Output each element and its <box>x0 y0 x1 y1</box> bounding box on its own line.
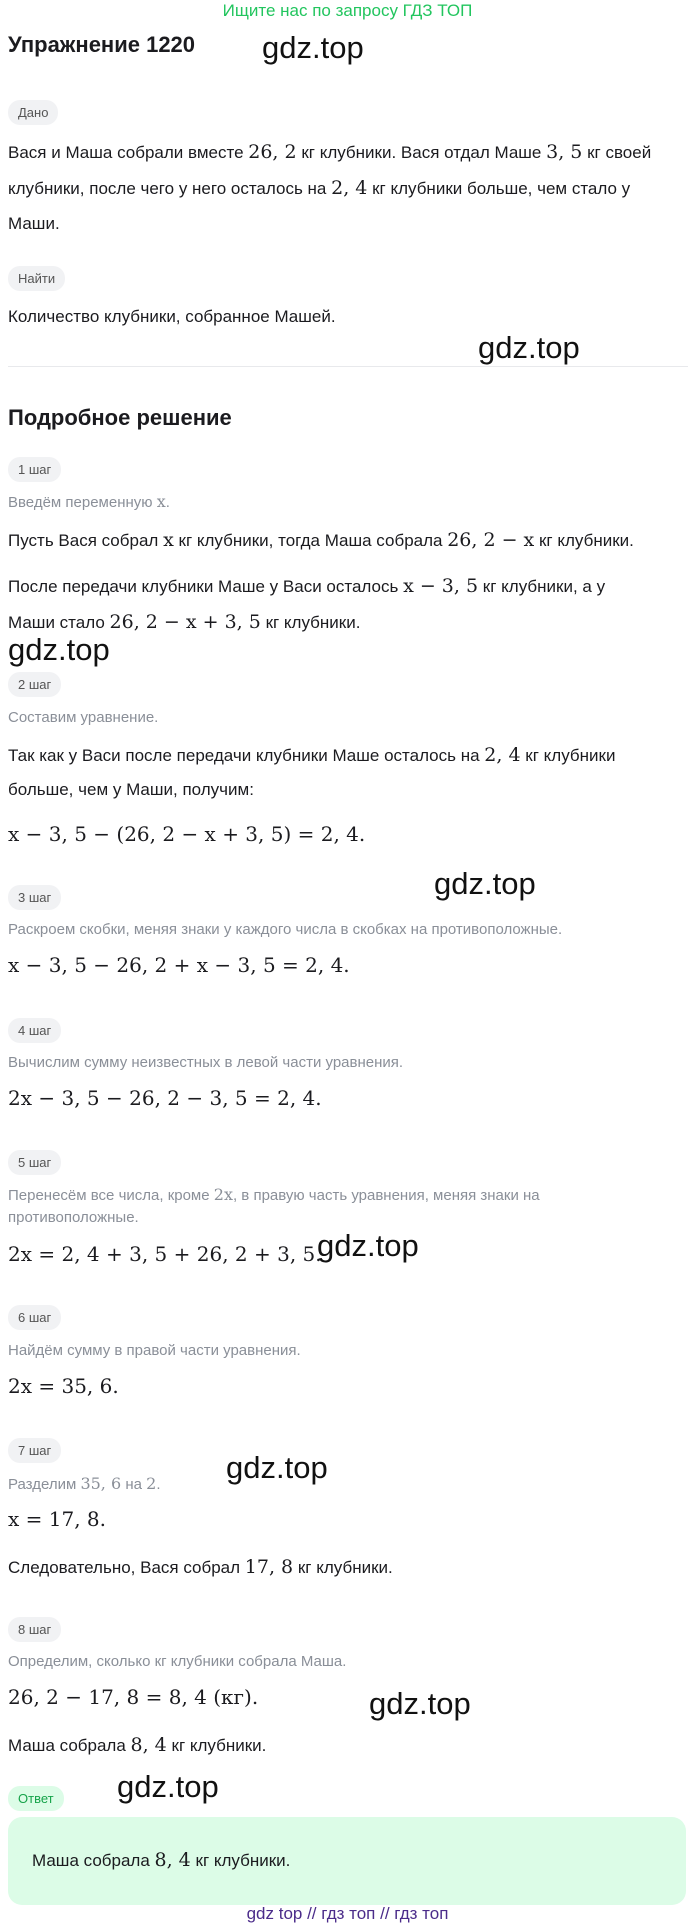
step-badge: 1 шаг <box>8 457 61 482</box>
step-text: Маши стало 26, 2 − x + 3, 5 кг клубники. <box>8 611 361 633</box>
step-badge: 2 шаг <box>8 672 61 697</box>
find-text: Количество клубники, собранное Машей. <box>8 307 336 326</box>
equation: x − 3, 5 − (26, 2 − x + 3, 5) = 2, 4. <box>8 822 366 846</box>
step-badge: 6 шаг <box>8 1305 61 1330</box>
step-text: Пусть Вася собрал x кг клубники, тогда Маша собрала 26, 2 − x кг клубники. <box>8 529 634 551</box>
step-hint: Перенесём все числа, кроме 2x, в правую часть уравнения, меняя знаки на <box>8 1185 540 1204</box>
watermark: gdz.top <box>369 1686 471 1721</box>
search-banner: Ищите нас по запросу ГДЗ ТОП <box>222 1 473 20</box>
watermark: gdz.top <box>434 866 536 901</box>
given-line-1: Вася и Маша собрали вместе 26, 2 кг клубники. Вася отдал Маше 3, 5 кг своей <box>8 141 652 163</box>
step-hint: Введём переменную x. <box>8 492 170 511</box>
step-hint: противоположные. <box>8 1209 139 1226</box>
step-hint: Найдём сумму в правой части уравнения. <box>8 1342 301 1359</box>
divider <box>8 366 688 367</box>
step-badge: 4 шаг <box>8 1018 61 1043</box>
watermark: gdz.top <box>8 632 110 667</box>
watermark: gdz.top <box>117 1769 219 1804</box>
watermark: gdz.top <box>478 330 580 365</box>
given-badge: Дано <box>8 100 58 125</box>
step-text: Так как у Васи после передачи клубники Маше осталось на 2, 4 кг клубники <box>8 744 616 766</box>
step-text: больше, чем у Маши, получим: <box>8 780 254 799</box>
page-title: Упражнение 1220 <box>8 32 196 57</box>
equation: 26, 2 − 17, 8 = 8, 4 (кг). <box>8 1685 259 1709</box>
solution-title: Подробное решение <box>8 405 232 430</box>
equation: 2x = 2, 4 + 3, 5 + 26, 2 + 3, 5. <box>8 1242 322 1266</box>
equation: 2x − 3, 5 − 26, 2 − 3, 5 = 2, 4. <box>8 1086 322 1110</box>
equation: x = 17, 8. <box>8 1507 106 1531</box>
step-badge: 5 шаг <box>8 1150 61 1175</box>
step-hint: Разделим 35, 6 на 2. <box>8 1474 161 1493</box>
step-text: Следовательно, Вася собрал 17, 8 кг клубники. <box>8 1556 393 1578</box>
answer-badge: Ответ <box>8 1786 64 1811</box>
watermark: gdz.top <box>262 30 364 65</box>
step-badge: 8 шаг <box>8 1617 61 1642</box>
given-line-3: Маши. <box>8 214 60 233</box>
footer-links[interactable]: gdz top // гдз топ // гдз топ <box>246 1904 449 1923</box>
find-badge: Найти <box>8 266 65 291</box>
step-text: Маша собрала 8, 4 кг клубники. <box>8 1734 267 1756</box>
step-hint: Вычислим сумму неизвестных в левой части уравнения. <box>8 1054 404 1071</box>
step-hint: Составим уравнение. <box>8 709 159 726</box>
given-line-2: клубники, после чего у него осталось на 2, 4 кг клубники больше, чем стало у <box>8 177 631 199</box>
equation: x − 3, 5 − 26, 2 + x − 3, 5 = 2, 4. <box>8 953 350 977</box>
answer-text: Маша собрала 8, 4 кг клубники. <box>32 1849 291 1871</box>
step-badge: 3 шаг <box>8 885 61 910</box>
watermark: gdz.top <box>226 1450 328 1485</box>
watermark: gdz.top <box>317 1228 419 1263</box>
step-badge: 7 шаг <box>8 1438 61 1463</box>
step-text: После передачи клубники Маше у Васи осталось x − 3, 5 кг клубники, а у <box>8 575 606 597</box>
equation: 2x = 35, 6. <box>8 1374 119 1398</box>
step-hint: Определим, сколько кг клубники собрала Маша. <box>8 1653 347 1670</box>
step-hint: Раскроем скобки, меняя знаки у каждого числа в скобках на противоположные. <box>8 921 563 938</box>
